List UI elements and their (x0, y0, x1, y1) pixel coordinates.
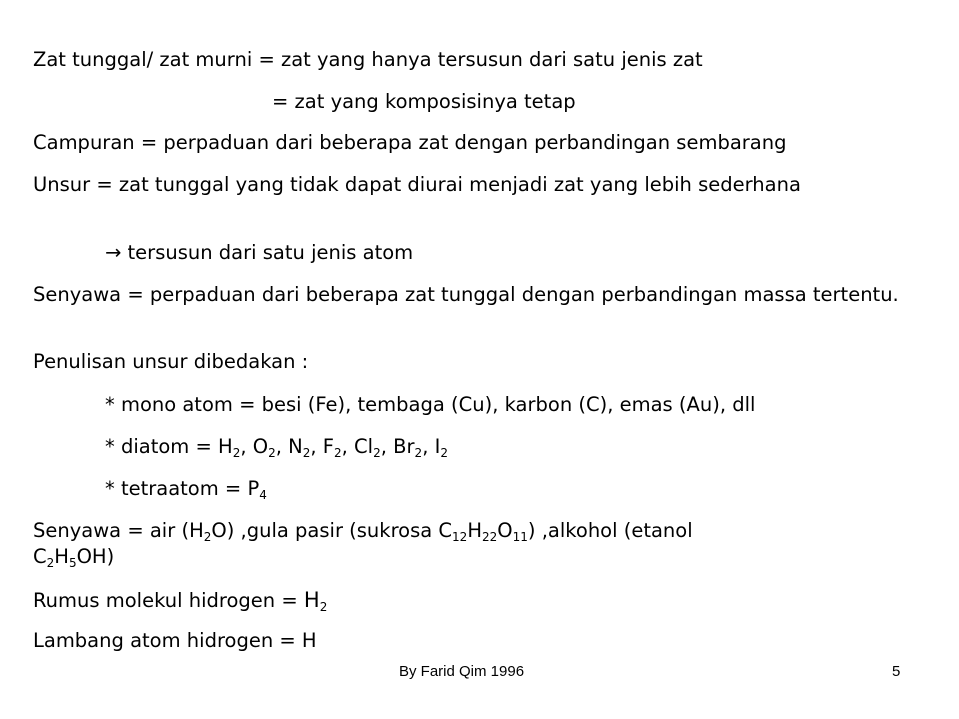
line-campuran: Campuran = perpaduan dari beberapa zat dengan perbandingan sembarang (33, 131, 787, 154)
footer-author: By Farid Qim 1996 (399, 663, 525, 680)
line-senyawa-contoh: Senyawa = air $(H_2O)$ ,gula pasir (sukrosa $C_{12}H_{22}O_{11}$) ,alkohol (etanol (33, 519, 693, 544)
line-lambang-atom: Lambang atom hidrogen = H (33, 629, 317, 652)
line-tetraatom: * tetraatom = $P_4$ (105, 477, 267, 502)
line-zat-tunggal: Zat tunggal/ zat murni = zat yang hanya tersusun dari satu jenis zat (33, 48, 703, 71)
line-etanol: $C_2H_5OH$) (33, 545, 115, 570)
line-komposisi-tetap: = zat yang komposisinya tetap (272, 90, 576, 113)
line-penulisan-unsur: Penulisan unsur dibedakan : (33, 350, 309, 373)
line-unsur: Unsur = zat tunggal yang tidak dapat diurai menjadi zat yang lebih sederhana (33, 173, 801, 196)
line-senyawa-definisi: Senyawa = perpaduan dari beberapa zat tunggal dengan perbandingan massa tertentu. (33, 283, 899, 306)
line-satu-jenis-atom: → tersusun dari satu jenis atom (105, 241, 414, 264)
footer-page-number: 5 (892, 663, 901, 680)
line-diatom: * diatom = $H_2$, $O_2$, $N_2$, $F_2$, $Cl_2$, $Br_2$, $I_2$ (105, 435, 448, 460)
line-mono-atom: * mono atom = besi (Fe), tembaga (Cu), karbon (C), emas (Au), dll (105, 393, 756, 416)
line-rumus-molekul: Rumus molekul hidrogen = $H_2$ (33, 588, 328, 614)
